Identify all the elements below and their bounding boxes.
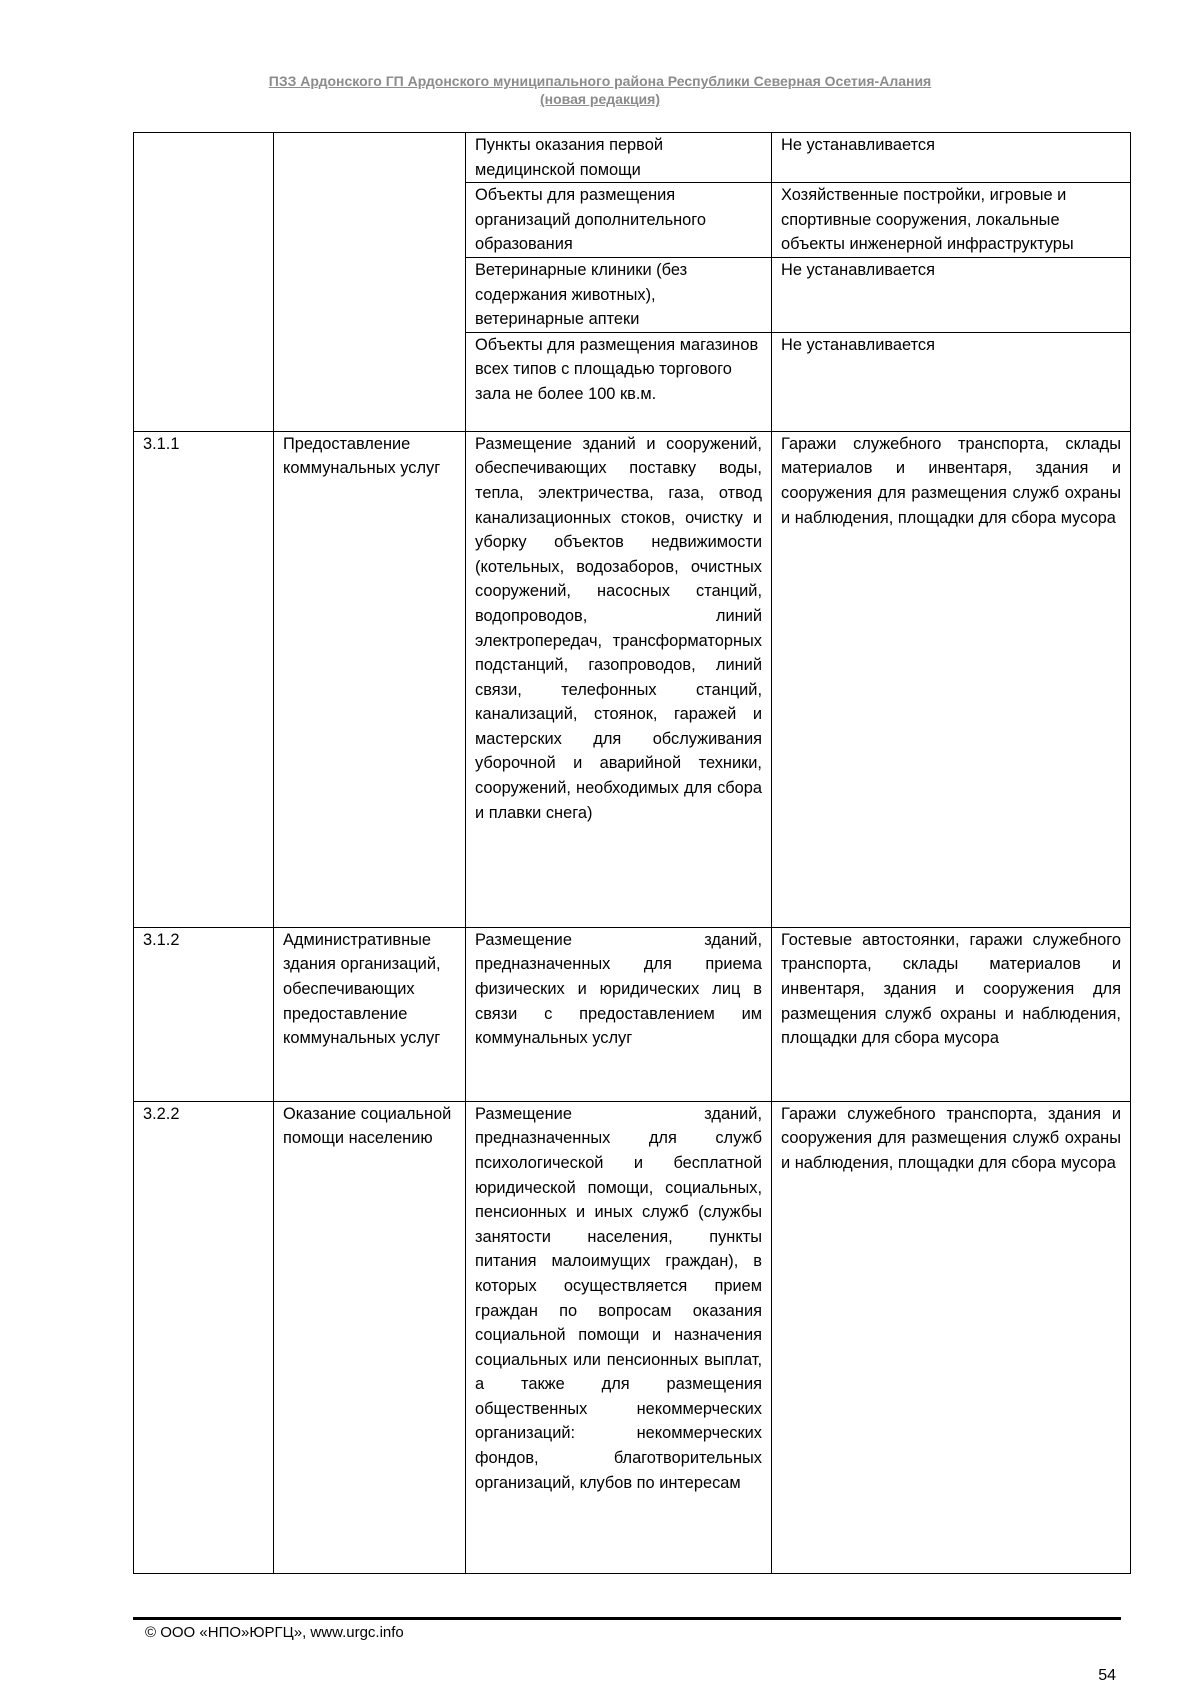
code-cell: 3.1.2 <box>134 927 274 1101</box>
name-cell: Административные здания организаций, обеспечивающих предоставление коммунальных услуг <box>274 927 466 1101</box>
use-cell: Пункты оказания первой медицинской помощи <box>466 133 772 183</box>
use-cell: Размещение зданий, предназначенных для служб психологической и бесплатной юридической помощи, социальных, пенсионных и иных служб (службы занятости населения, пункты питания малоимущих граждан), в которых осуществляется прием граждан по вопросам оказания социальной помощи и назначения социальных или пенсионных выплат, а также для размещения общественных некоммерческих организаций: некоммерческих фондов, благотворительных организаций, клубов по интересам <box>466 1101 772 1573</box>
code-cell <box>134 133 274 432</box>
page-number: 54 <box>1098 1667 1116 1684</box>
aux-cell: Не устанавливается <box>772 332 1131 431</box>
use-cell: Размещение зданий и сооружений, обеспечивающих поставку воды, тепла, электричества, газа, отвод канализационных стоков, очистку и уборку объектов недвижимости (котельных, водозаборов, очистных сооружений, насосных станций, водопроводов, линий электропередач, трансформаторных подстанций, газопроводов, линий связи, телефонных станций, канализаций, стоянок, гаражей и мастерских для обслуживания уборочной и аварийной техники, сооружений, необходимых для сбора и плавки снега) <box>466 431 772 927</box>
name-cell: Оказание социальной помощи населению <box>274 1101 466 1573</box>
aux-cell: Гаражи служебного транспорта, здания и сооружения для размещения служб охраны и наблюдения, площадки для сбора мусора <box>772 1101 1131 1573</box>
name-cell: Предоставление коммунальных услуг <box>274 431 466 927</box>
code-cell: 3.2.2 <box>134 1101 274 1573</box>
table-row <box>134 1101 1131 1573</box>
footer-copyright: © ООО «НПО»ЮРГЦ», www.urgc.info <box>145 1624 404 1641</box>
footer-divider <box>133 1617 1121 1620</box>
use-cell: Объекты для размещения организаций дополнительного образования <box>466 183 772 258</box>
table-row <box>134 927 1131 1101</box>
use-cell: Объекты для размещения магазинов всех типов с площадью торгового зала не более 100 кв.м. <box>466 332 772 431</box>
code-cell: 3.1.1 <box>134 431 274 927</box>
use-cell: Ветеринарные клиники (без содержания животных), ветеринарные аптеки <box>466 257 772 332</box>
aux-cell: Гаражи служебного транспорта, склады материалов и инвентаря, здания и сооружения для размещения служб охраны и наблюдения, площадки для сбора мусора <box>772 431 1131 927</box>
page-header <box>0 72 1200 108</box>
aux-cell: Гостевые автостоянки, гаражи служебного транспорта, склады материалов и инвентаря, здания и сооружения для размещения служб охраны и наблюдения, площадки для сбора мусора <box>772 927 1131 1101</box>
name-cell <box>274 133 466 432</box>
aux-cell: Хозяйственные постройки, игровые и спортивные сооружения, локальные объекты инженерной инфраструктуры <box>772 183 1131 258</box>
table-row <box>134 431 1131 927</box>
zoning-table <box>133 132 1131 1574</box>
aux-cell: Не устанавливается <box>772 257 1131 332</box>
use-cell: Размещение зданий, предназначенных для приема физических и юридических лиц в связи с предоставлением им коммунальных услуг <box>466 927 772 1101</box>
header-title: ПЗЗ Ардонского ГП Ардонского муниципального района Республики Северная Осетия-Алания <box>268 73 932 89</box>
table-row <box>134 133 1131 183</box>
aux-cell: Не устанавливается <box>772 133 1131 183</box>
header-subtitle: (новая редакция) <box>540 91 660 107</box>
